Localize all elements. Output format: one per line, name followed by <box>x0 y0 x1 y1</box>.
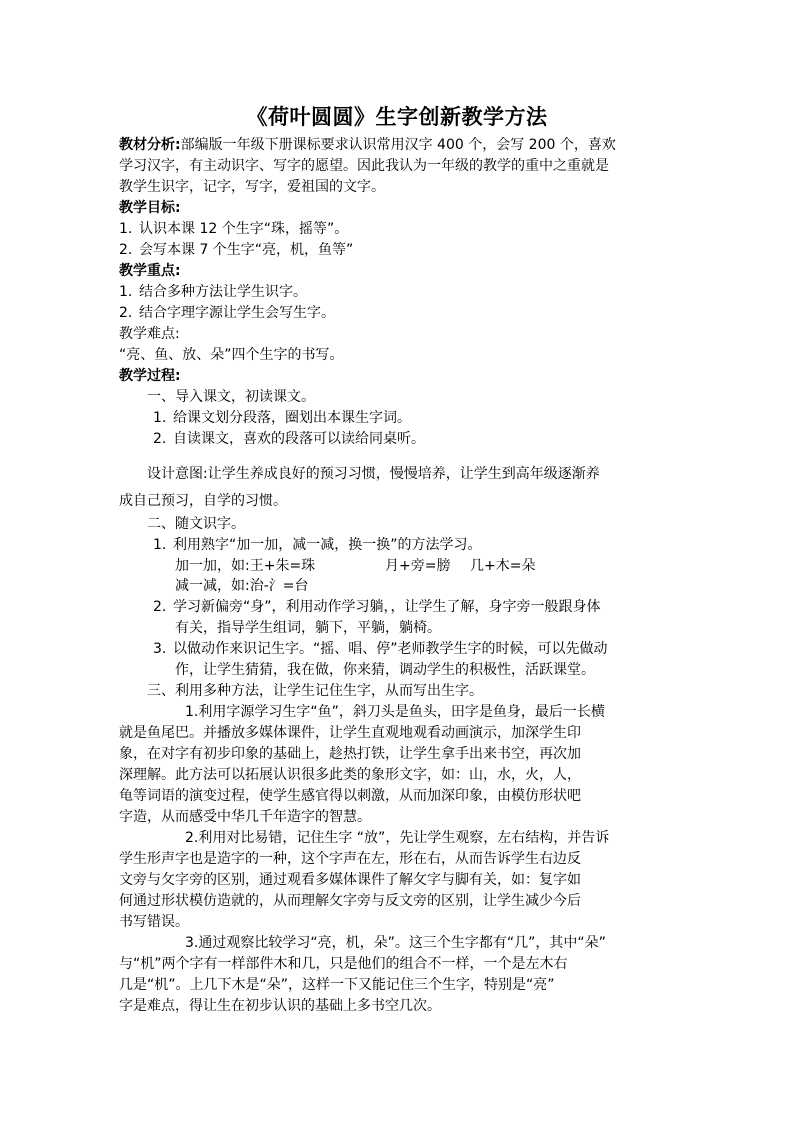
part2-item-2-line-2: 有关，指导学生组词，躺下，平躺，躺椅。 <box>175 620 441 636</box>
part1-item-number: 2. <box>153 431 167 447</box>
subtract-example: 减一减，如:治-氵=台 <box>175 578 309 594</box>
p2-line-1: 2.利用对比易错，记住生字 “放”，先让学生观察，左右结构，并告诉 <box>185 830 610 846</box>
part2-item-3-line-1 <box>153 639 608 659</box>
key-point-item-1 <box>119 282 307 302</box>
analysis-text-1: 部编版一年级下册课标要求认识常用汉字 400 个，会写 200 个，喜欢 <box>180 137 616 153</box>
part2-item-text: 学习新偏旁“身”，利用动作学习躺，，让学生了解，身字旁一般跟身体 <box>173 599 601 615</box>
part2-item-text: 以做动作来识记生字。“摇、唱、停”老师教学生字的时候，可以先做动 <box>173 641 608 657</box>
p3-line-4: 字是难点，得让生在初步认识的基础上多书空几次。 <box>119 998 441 1014</box>
p2-line-3: 文旁与攵字旁的区别，通过观看多媒体课件了解攵字与脚有关，如：复字如 <box>119 872 581 888</box>
process-label: 教学过程: <box>119 368 181 384</box>
key-point-text: 结合字理字源让学生会写生字。 <box>139 305 335 321</box>
add-example-3: 几+木=朵 <box>470 558 536 574</box>
p2-line-2: 学生形声字也是造字的一种，这个字声在左，形在右，从而告诉学生右边反 <box>119 851 581 867</box>
analysis-line-2: 学习汉字，有主动识字、写字的愿望。因此我认为一年级的教学的重中之重就是 <box>119 158 609 174</box>
p2-line-4: 何通过形状模仿造就的，从而理解攵字旁与反文旁的区别，让学生减少今后 <box>119 893 581 909</box>
part2-item-3-line-2: 作，让学生猜猜，我在做，你来猜，调动学生的积极性，活跃课堂。 <box>175 662 595 678</box>
part2-item-text: 利用熟字“加一加，减一减，换一换”的方法学习。 <box>173 537 482 553</box>
document-title: 《荷叶圆圆》生字创新教学方法 <box>246 105 548 129</box>
p1-line-1: 1.利用字源学习生字“鱼”，斜刀头是鱼头，田字是鱼身，最后一长横 <box>185 704 605 720</box>
part1-item-text: 自读课文，喜欢的段落可以读给同桌听。 <box>173 431 425 447</box>
part1-item-number: 1. <box>153 410 167 426</box>
goals-label: 教学目标: <box>119 200 181 216</box>
goal-item-number: 1. <box>119 221 133 237</box>
p1-line-2: 就是鱼尾巴。并播放多媒体课件，让学生直观地观看动画演示，加深学生印 <box>119 725 581 741</box>
part2-item-1 <box>153 535 482 555</box>
key-point-text: 结合多种方法让学生识字。 <box>139 284 307 300</box>
part2-item-2-line-1 <box>153 597 601 617</box>
part1-item-1 <box>153 408 411 428</box>
goal-item-1 <box>119 219 348 239</box>
design-intent-line-2: 成自己预习，自学的习惯。 <box>119 493 287 509</box>
p3-line-1: 3.通过观察比较学习“亮，机，朵”。这三个生字都有“几”，其中“朵” <box>185 935 606 951</box>
part2-item-number: 1. <box>153 537 167 553</box>
goal-item-text: 认识本课 12 个生字“珠，摇等”。 <box>139 221 349 237</box>
p1-line-6: 字造，从而感受中华几千年造字的智慧。 <box>119 809 371 825</box>
goal-item-number: 2. <box>119 242 133 258</box>
p3-line-3: 几是“机”。上几下木是“朵”，这样一下又能记住三个生字，特别是“亮” <box>119 977 555 993</box>
analysis-label: 教材分析: <box>119 137 181 153</box>
part2-heading: 二、随文识字。 <box>147 516 245 532</box>
part3-heading: 三、利用多种方法，让学生记住生字，从而写出生字。 <box>147 683 483 699</box>
add-example-2: 月+旁=膀 <box>385 558 451 574</box>
p1-line-3: 象，在对字有初步印象的基础上，趁热打铁，让学生拿手出来书空，再次加 <box>119 746 581 762</box>
part1-item-2 <box>153 429 425 449</box>
difficulty-text: “亮、鱼、放、朵”四个生字的书写。 <box>119 347 344 363</box>
goal-item-text: 会写本课 7 个生字“亮，机，鱼等” <box>139 242 354 258</box>
analysis-line-1 <box>119 135 616 155</box>
add-example-1: 加一加，如:王+朱=珠 <box>175 558 316 574</box>
part1-heading: 一、导入课文，初读课文。 <box>147 389 315 405</box>
p1-line-5: 龟等词语的演变过程，使学生感官得以刺激，从而加深印象，由模仿形状吧 <box>119 788 581 804</box>
key-point-item-2 <box>119 303 335 323</box>
part1-item-text: 给课文划分段落，圈划出本课生字词。 <box>173 410 411 426</box>
difficulty-label: 教学难点: <box>119 326 180 342</box>
key-point-number: 1. <box>119 284 133 300</box>
design-intent-line-1: 设计意图:让学生养成良好的预习习惯，慢慢培养，让学生到高年级逐渐养 <box>147 466 600 482</box>
key-points-label: 教学重点: <box>119 263 181 279</box>
part2-item-number: 3. <box>153 641 167 657</box>
p3-line-2: 与“机”两个字有一样部件木和几，只是他们的组合不一样，一个是左木右 <box>119 956 568 972</box>
part2-item-number: 2. <box>153 599 167 615</box>
key-point-number: 2. <box>119 305 133 321</box>
p2-line-5: 书写错误。 <box>119 914 189 930</box>
goal-item-2 <box>119 240 353 260</box>
analysis-line-3: 教学生识字，记字，写字，爱祖国的文字。 <box>119 179 385 195</box>
p1-line-4: 深理解。此方法可以拓展认识很多此类的象形文字，如：山，水，火，人， <box>119 767 581 783</box>
